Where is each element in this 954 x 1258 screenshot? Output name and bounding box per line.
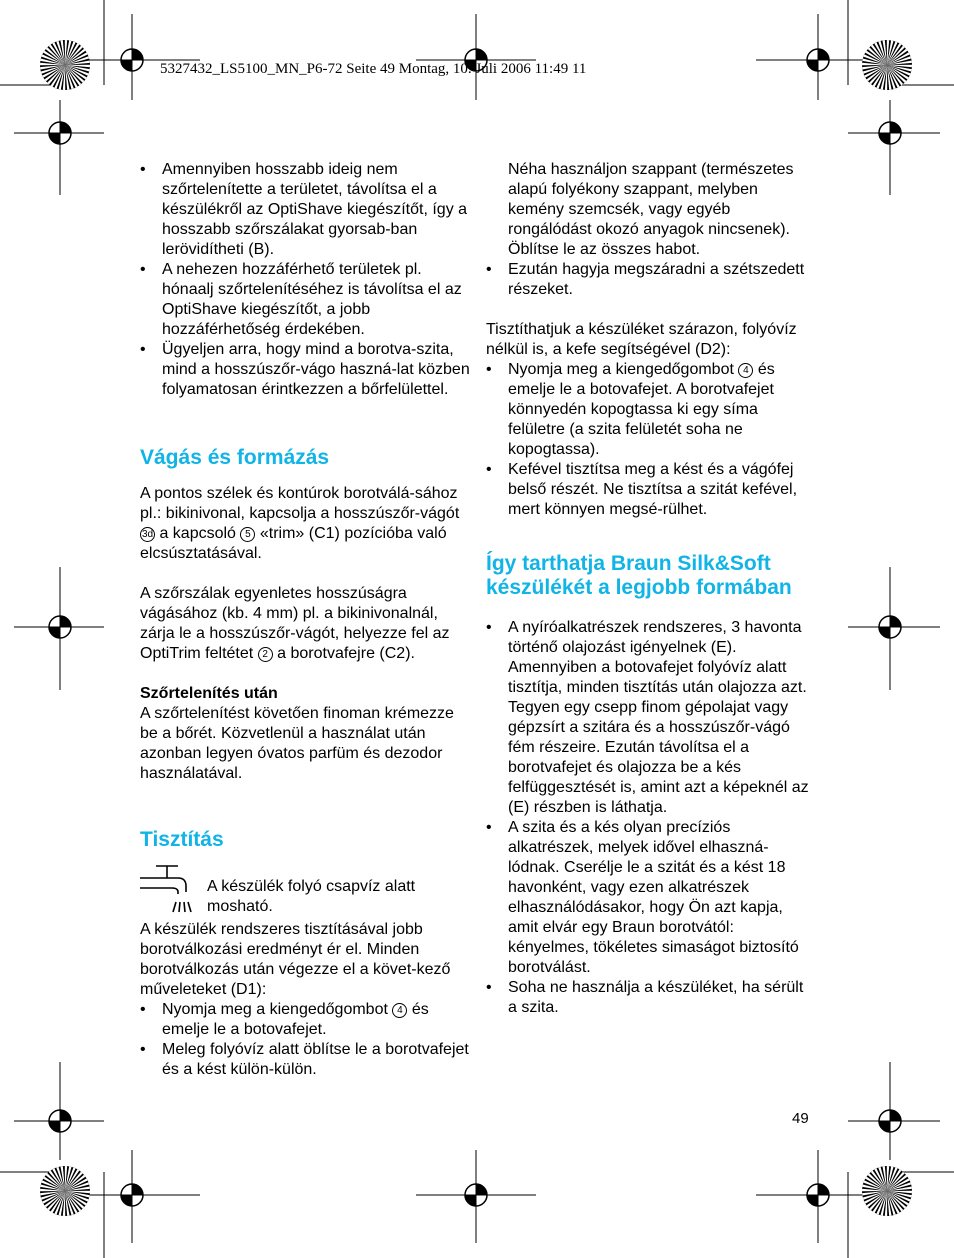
registration-mark-icon	[807, 1184, 829, 1206]
list-item: • Amennyiben hosszabb ideig nem szőrtelenítette a területet, távolítsa el a készülékről az OptiShave kiegészítőt, így a hosszabb szőrszálakat gyorsab-ban lerövidítheti (B).	[140, 160, 470, 260]
washable-text: A készülék folyó csapvíz alatt mosható.	[207, 878, 416, 915]
right-column	[486, 160, 816, 1018]
paragraph-after-care: A szőrtelenítést követően finoman krémezze be a bőrét. Közvetlenül a használat után azonban legyen óvatos parfüm és dezodor használatával.	[140, 705, 454, 782]
dry-cleaning-bullet-list	[486, 360, 816, 520]
number-marker: 3d	[141, 529, 154, 540]
number-marker: 4	[738, 363, 753, 378]
paragraph-cleaning: A készülék rendszeres tisztításával jobb borotválkozási eredményt ér el. Minden borotválkozás után végezze el a követ-kező műveleteket (D1):	[140, 921, 451, 998]
registration-mark-icon	[49, 616, 71, 638]
registration-mark-icon	[879, 1110, 901, 1132]
water-tap-icon	[140, 860, 200, 916]
list-item: • A nehezen hozzáférhető területek pl. hónaalj szőrtelenítéséhez is távolítsa el az OptiShave kiegészítőt, a jobb hozzáférhetőség érdekében.	[140, 260, 470, 340]
paragraph-trim: A pontos szélek és kontúrok borotválá-sához pl.: bikinivonal, kapcsolja a hosszúszőr-vágót 3d a kapcsoló 5 «trim» (C1) pozícióba való elcsúsztatásával.	[140, 485, 460, 562]
registration-mark-icon	[49, 1110, 71, 1132]
number-marker: 2	[258, 647, 273, 662]
list-item: • Meleg folyóvíz alatt öblítse le a borotvafejet és a kést külön-külön.	[140, 1040, 470, 1080]
washable-note	[140, 860, 470, 920]
list-item: • A szita és a kés olyan precíziós alkatrészek, melyek idővel elhaszná-lódnak. Cserélje le a szitát és a kést 18 havonként, vagy ezen alkatrészek elhasználódásakor, hogy Ön azt kapja, amit elvár egy Braun borotvától: kényelmes, tökéletes simaságot biztosító borotválást.	[486, 818, 816, 978]
number-marker: 5	[240, 527, 255, 542]
list-item: • A nyíróalkatrészek rendszeres, 3 havonta történő olajozást igényelnek (E). Amennyiben a botovafejet folyóvíz alatt tisztítja, minden tisztítás után olajozza azt. Tegyen egy csepp finom gépolajat vagy gépzsírt a szitára és a hosszúszőr-vágó fém részeire. Ezután távolítsa el a borotvafejet és olajozza be a kés felfüggesztését is, amint azt a képeknél az (E) részben is láthatja.	[486, 618, 816, 818]
cleaning-bullet-list	[140, 1000, 470, 1080]
registration-mark-icon	[879, 616, 901, 638]
paragraph-dry-cleaning: Tisztíthatjuk a készüléket szárazon, folyóvíz nélkül is, a kefe segítségével (D2):	[486, 321, 797, 358]
list-item: • Ezután hagyja megszáradni a szétszedett részeket.	[486, 260, 816, 300]
drying-bullet-list	[486, 260, 816, 300]
paragraph-optitrim: A szőrszálak egyenletes hosszúságra vágásához (kb. 4 mm) pl. a bikinivonalnál, zárja le a hosszúszőr-vágót, helyezze fel az OptiTrim feltétet 2 a borotvafejre (C2).	[140, 585, 450, 662]
intro-bullet-list	[140, 160, 470, 400]
registration-mark-icon	[879, 122, 901, 144]
registration-mark-icon	[121, 49, 143, 71]
registration-mark-icon	[807, 49, 829, 71]
page-number: 49	[792, 1110, 809, 1127]
section-heading-braun: Így tarthatja Braun Silk&Soft készülékét a legjobb formában	[486, 552, 792, 599]
list-item: • Nyomja meg a kiengedőgombot 4 és emelje le a botovafejet. A borotvafejet könnyedén kopogtassa ki egy síma felületre (a szita felületét soha ne kopogtassa).	[486, 360, 816, 460]
registration-mark-icon	[121, 1184, 143, 1206]
maintenance-bullet-list	[486, 618, 816, 1018]
registration-mark-icon	[465, 1184, 487, 1206]
list-item: • Kefével tisztítsa meg a kést és a vágófej belső részét. Ne tisztítsa a szitát kefével, mert könnyen megsé-rülhet.	[486, 460, 816, 520]
star-target-icon	[862, 40, 912, 90]
star-target-icon	[40, 1166, 90, 1216]
list-item: • Ügyeljen arra, hogy mind a borotva-szita, mind a hosszúszőr-vágo haszná-lat közben folyamatosan érintkezzen a bőrfelülettel.	[140, 340, 470, 400]
print-slug: 5327432_LS5100_MN_P6-72 Seite 49 Montag, 10. Juli 2006 11:49 11	[160, 61, 587, 77]
star-target-icon	[40, 40, 90, 90]
paragraph-soap: Néha használjon szappant (természetes alapú folyékony szappant, melyben kemény szemcsék, vagy egyéb rongálódást okozó anyagok nincsenek). Öblítse le az összes habot.	[508, 161, 794, 258]
left-column	[140, 160, 470, 1080]
list-item: • Nyomja meg a kiengedőgombot 4 és emelje le a botovafejet.	[140, 1000, 470, 1040]
subheading-after-epilation: Szőrtelenítés után	[140, 685, 278, 702]
list-item: • Soha ne használja a készüléket, ha sérült a szita.	[486, 978, 816, 1018]
registration-mark-icon	[49, 122, 71, 144]
star-target-icon	[862, 1166, 912, 1216]
section-heading-vagas: Vágás és formázás	[140, 446, 330, 469]
number-marker: 4	[392, 1003, 407, 1018]
section-heading-tisztitas: Tisztítás	[140, 828, 224, 851]
